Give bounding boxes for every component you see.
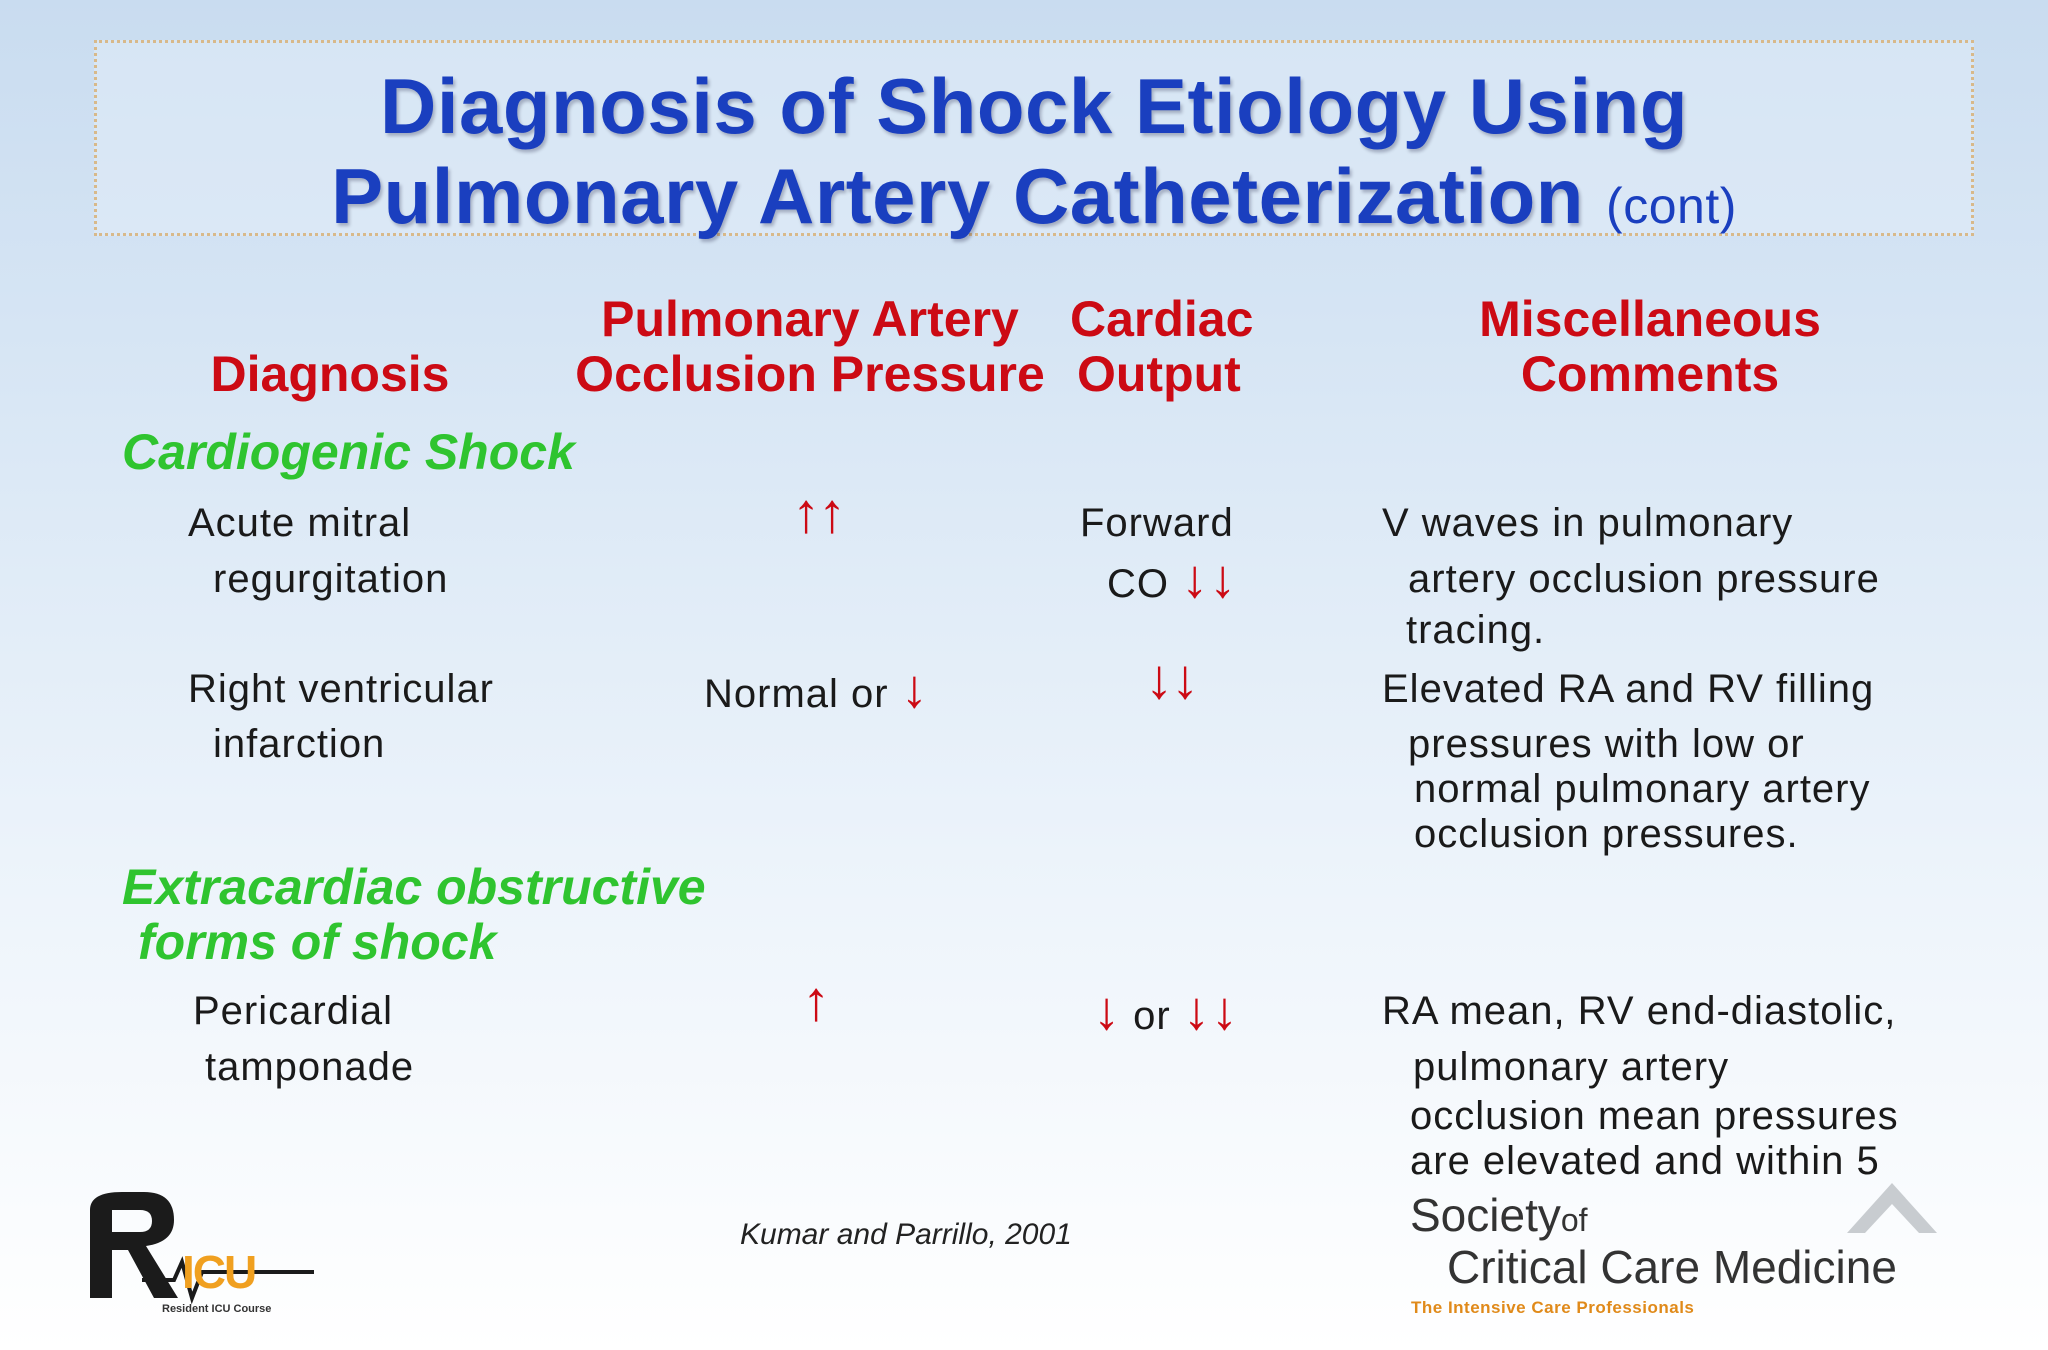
- section-extracardiac-line-1: Extracardiac obstructive: [122, 859, 706, 915]
- slide-title-line-2: [97, 151, 1971, 242]
- ricu-logo-graphic: [82, 1180, 322, 1320]
- row-mitral-co-label: CO: [1107, 562, 1169, 606]
- row-mitral-co-1: Forward: [1080, 501, 1234, 545]
- row-rv-co-arrow: ↓↓: [1145, 647, 1197, 710]
- row-tamponade-co-or: or: [1133, 994, 1171, 1038]
- row-rv-misc-3: normal pulmonary artery: [1414, 767, 1871, 811]
- header-co-line-2: Output: [1077, 346, 1241, 402]
- row-rv-misc-2: pressures with low or: [1408, 722, 1805, 766]
- row-mitral-co-2: [1107, 549, 1238, 610]
- slide-title-line-1: Diagnosis of Shock Etiology Using: [380, 62, 1688, 150]
- row-rv-misc-1: Elevated RA and RV filling: [1382, 667, 1875, 711]
- row-rv-paop: [704, 659, 929, 720]
- row-tamponade-co-arrow-2: ↓↓: [1182, 981, 1239, 1041]
- header-misc-line-1: Miscellaneous: [1479, 291, 1821, 347]
- title-box: [94, 40, 1974, 240]
- row-tamponade-co-arrow-1: ↓: [1093, 981, 1121, 1041]
- header-diagnosis: Diagnosis: [210, 346, 450, 402]
- header-paop-line-2: Occlusion Pressure: [575, 346, 1045, 402]
- header-paop-line-1: Pulmonary Artery: [601, 291, 1019, 347]
- header-misc: [1440, 292, 1860, 402]
- row-mitral-misc-2: artery occlusion pressure: [1408, 557, 1880, 601]
- section-cardiogenic-shock: Cardiogenic Shock: [122, 424, 575, 480]
- row-rv-diagnosis-2: infarction: [213, 722, 386, 766]
- row-rv-paop-text: Normal or: [704, 672, 889, 716]
- citation: Kumar and Parrillo, 2001: [740, 1218, 1072, 1251]
- row-mitral-co-arrow: ↓↓: [1181, 549, 1238, 609]
- sccm-logo-tagline: The Intensive Care Professionals: [1411, 1298, 1695, 1317]
- row-tamponade-paop-arrow: ↑: [802, 969, 828, 1032]
- svg-text:ICU: ICU: [182, 1246, 256, 1298]
- row-mitral-diagnosis-2: regurgitation: [213, 557, 449, 601]
- slide-title-suffix: (cont): [1606, 178, 1737, 234]
- sccm-logo-line-1: Societyof: [1410, 1189, 1588, 1241]
- row-rv-paop-arrow: ↓: [900, 659, 929, 719]
- row-tamponade-co: [1093, 981, 1239, 1042]
- row-tamponade-misc-2: pulmonary artery: [1413, 1045, 1730, 1089]
- sccm-triangle-icon: [1837, 1178, 1947, 1238]
- row-rv-diagnosis-1: Right ventricular: [188, 667, 495, 711]
- section-extracardiac-line-2: forms of shock: [138, 914, 497, 970]
- row-tamponade-misc-4: are elevated and within 5: [1410, 1139, 1880, 1183]
- sccm-logo-line-2: Critical Care Medicine: [1447, 1241, 1897, 1293]
- header-cardiac-output: [1070, 292, 1270, 402]
- row-mitral-paop-arrow: ↑↑: [792, 481, 844, 544]
- ricu-logo: [82, 1180, 322, 1320]
- row-tamponade-diagnosis-2: tamponade: [205, 1045, 415, 1089]
- header-co-line-1: Cardiac: [1070, 291, 1254, 347]
- row-rv-misc-4: occlusion pressures.: [1414, 812, 1799, 856]
- row-mitral-diagnosis-1: Acute mitral: [188, 501, 412, 545]
- row-tamponade-misc-1: RA mean, RV end-diastolic,: [1382, 989, 1897, 1033]
- svg-text:Resident ICU Course: Resident ICU Course: [162, 1303, 272, 1315]
- header-paop: [560, 292, 1060, 402]
- row-tamponade-misc-3: occlusion mean pressures: [1410, 1094, 1899, 1138]
- row-mitral-misc-1: V waves in pulmonary: [1382, 501, 1794, 545]
- slide-title-line-2-text: Pulmonary Artery Catheterization: [331, 152, 1584, 240]
- header-misc-line-2: Comments: [1520, 346, 1780, 402]
- row-mitral-misc-3: tracing.: [1406, 608, 1546, 652]
- sccm-logo: [1405, 1188, 1945, 1328]
- row-tamponade-diagnosis-1: Pericardial: [193, 989, 393, 1033]
